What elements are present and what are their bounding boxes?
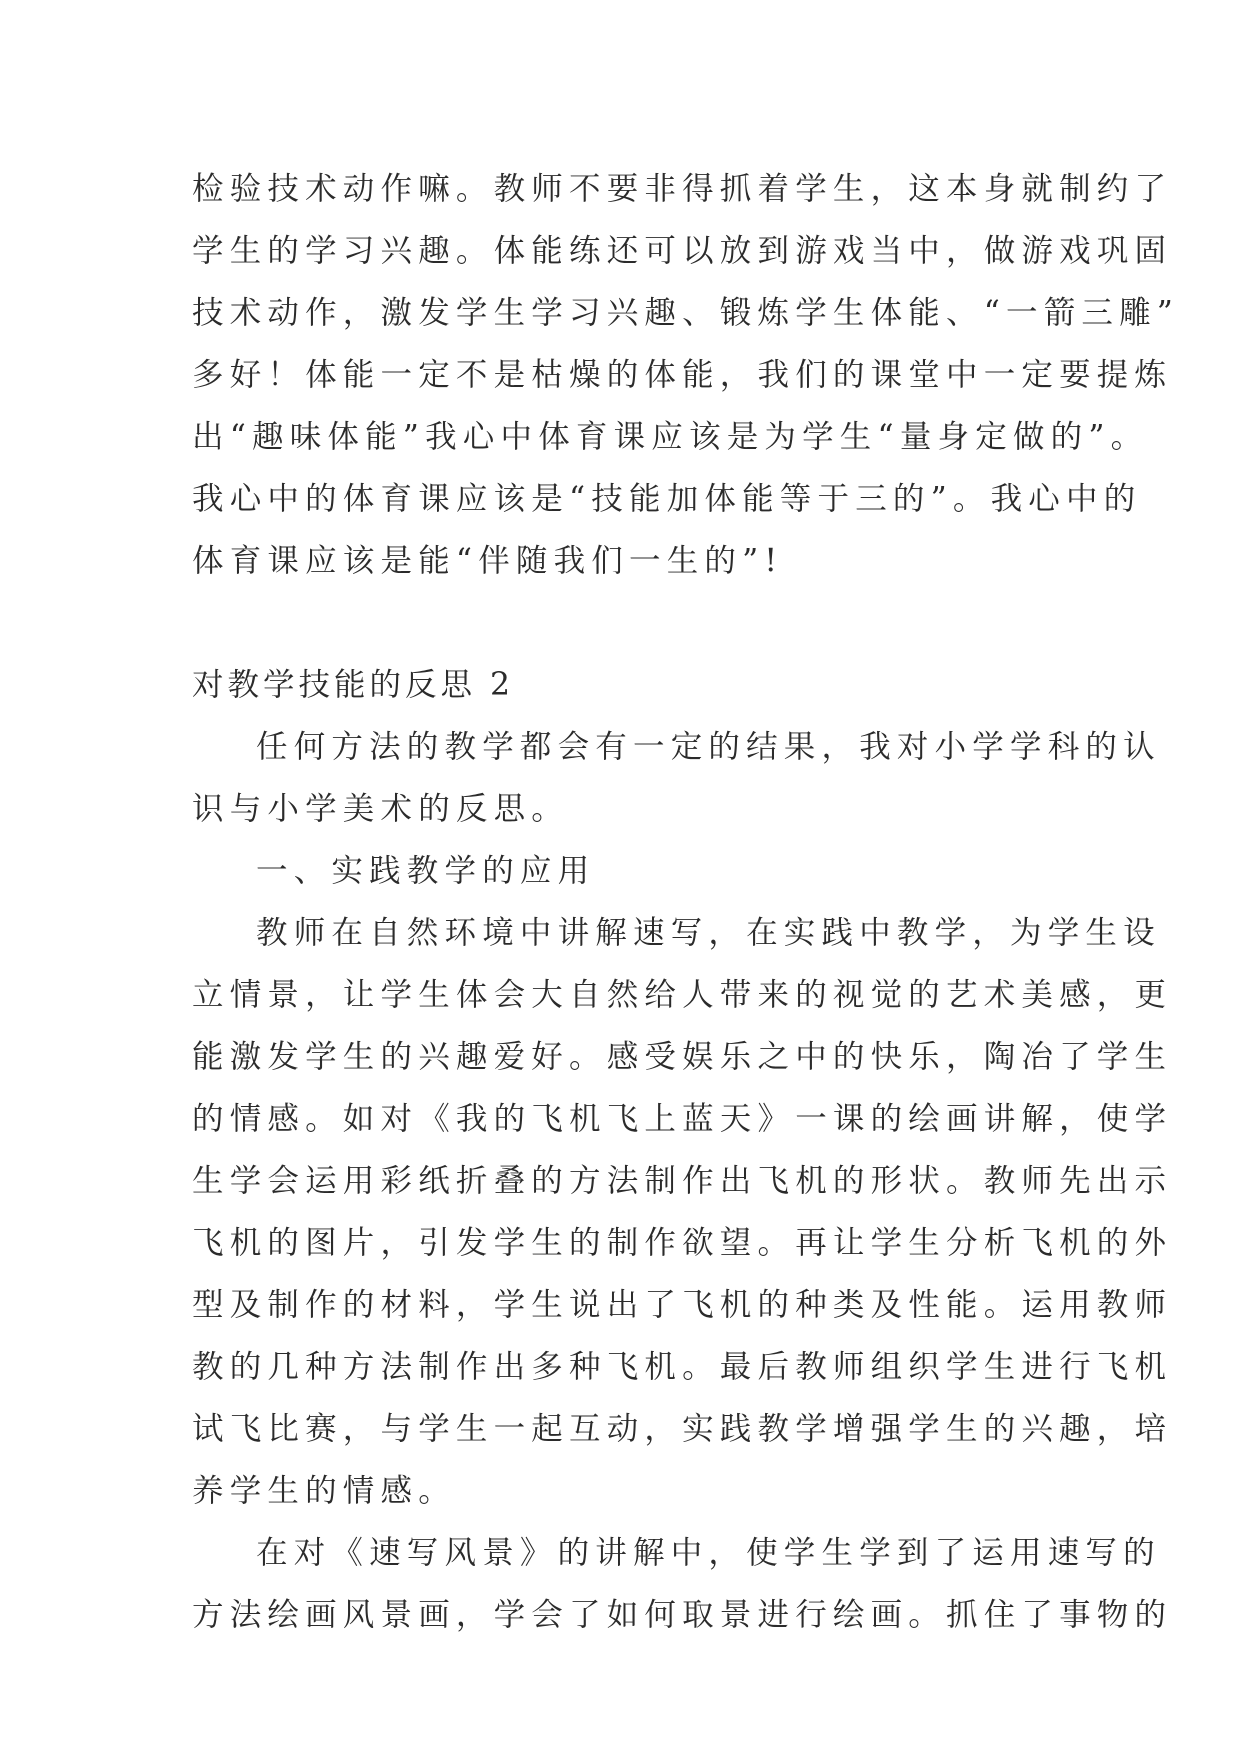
paragraph1-line-1: 任何方法的教学都会有一定的结果，我对小学学科的认 [256,729,1161,765]
intro-line-2: 学生的学习兴趣。体能练还可以放到游戏当中，做游戏巩固 [192,233,1173,269]
paragraph1-line-2: 识与小学美术的反思。 [192,791,570,827]
paragraph2-line-2: 立情景，让学生体会大自然给人带来的视觉的艺术美感，更 [192,977,1173,1013]
section-title: 对教学技能的反思 2 [192,667,515,703]
document-body [192,158,1180,1646]
paragraph2-line-10: 养学生的情感。 [192,1473,456,1509]
intro-line-4: 多好！体能一定不是枯燥的体能，我们的课堂中一定要提炼 [192,357,1173,393]
paragraph3-line-1: 在对《速写风景》的讲解中，使学生学到了运用速写的 [256,1535,1161,1571]
intro-line-6: 我心中的体育课应该是“技能加体能等于三的”。我心中的 [192,481,1142,517]
intro-line-1: 检验技术动作嘛。教师不要非得抓着学生，这本身就制约了 [192,171,1173,207]
paragraph3-line-2: 方法绘画风景画，学会了如何取景进行绘画。抓住了事物的 [192,1597,1173,1633]
paragraph2-line-1: 教师在自然环境中讲解速写，在实践中教学，为学生设 [256,915,1161,951]
paragraph2-line-6: 飞机的图片，引发学生的制作欲望。再让学生分析飞机的外 [192,1225,1173,1261]
paragraph2-line-4: 的情感。如对《我的飞机飞上蓝天》一课的绘画讲解，使学 [192,1101,1173,1137]
paragraph2-line-9: 试飞比赛，与学生一起互动，实践教学增强学生的兴趣，培 [192,1411,1173,1447]
subheading: 一、实践教学的应用 [256,853,596,889]
paragraph2-line-7: 型及制作的材料，学生说出了飞机的种类及性能。运用教师 [192,1287,1173,1323]
paragraph2-line-5: 生学会运用彩纸折叠的方法制作出飞机的形状。教师先出示 [192,1163,1173,1199]
intro-line-3: 技术动作，激发学生学习兴趣、锻炼学生体能、“一箭三雕” [192,295,1180,331]
paragraph2-line-3: 能激发学生的兴趣爱好。感受娱乐之中的快乐，陶冶了学生 [192,1039,1173,1075]
paragraph2-line-8: 教的几种方法制作出多种飞机。最后教师组织学生进行飞机 [192,1349,1173,1385]
intro-line-7: 体育课应该是能“伴随我们一生的”! [192,543,784,579]
section-spacer [192,592,1060,654]
intro-line-5: 出“趣味体能”我心中体育课应该是为学生“量身定做的”。 [192,419,1149,455]
